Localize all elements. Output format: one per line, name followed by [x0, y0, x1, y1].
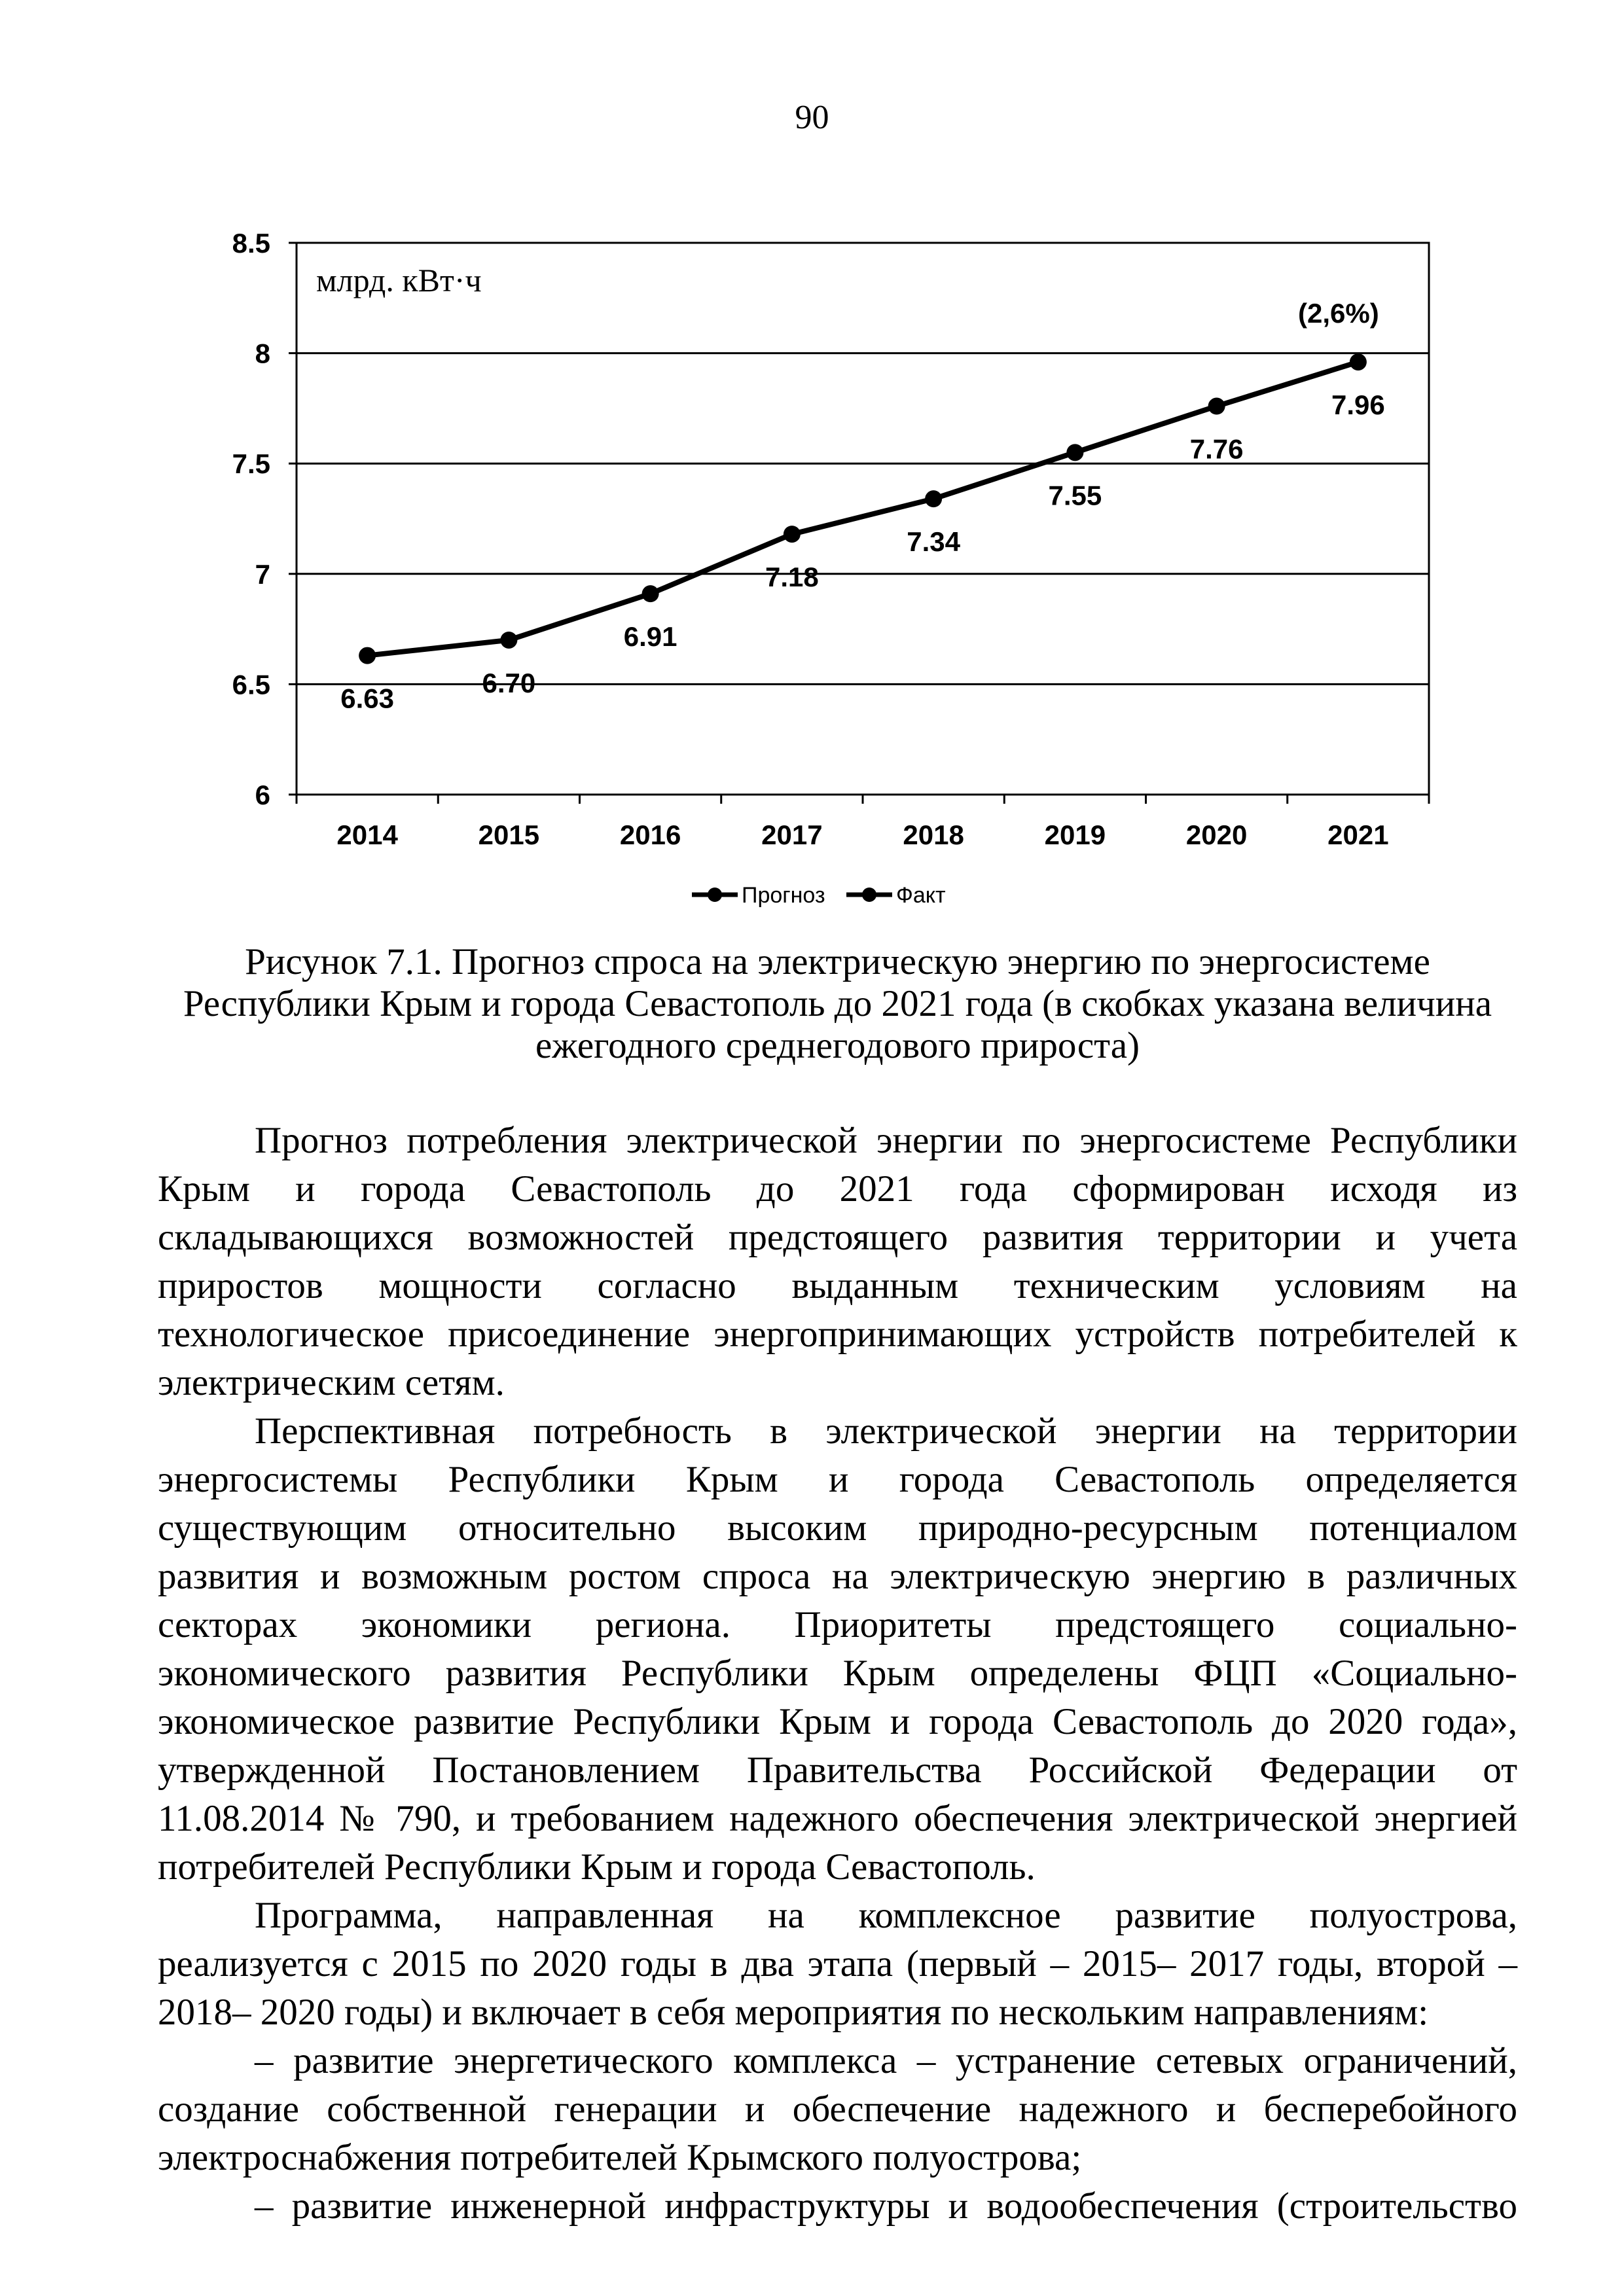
y-tick-label: 6 — [255, 780, 270, 810]
data-point — [1208, 398, 1225, 415]
text-line: складывающихся возможностей предстоящего развития территории и учета — [158, 1217, 1517, 1258]
text-line: 11.08.2014 № 790, и требованием надежного обеспечения электрической энергией — [158, 1798, 1517, 1839]
data-point — [925, 490, 942, 507]
data-label: 7.96 — [1331, 389, 1385, 421]
data-point — [642, 585, 659, 602]
data-point — [1066, 444, 1083, 461]
y-tick-label: 7.5 — [232, 448, 270, 480]
text-line: экономическое развитие Республики Крым и города Севастополь до 2020 года», — [158, 1701, 1517, 1742]
legend-label: Факт — [896, 883, 946, 908]
caption-line: ежегодного среднегодового прироста) — [535, 1025, 1140, 1066]
page-number: 90 — [795, 99, 829, 136]
unit-label: млрд. кВт·ч — [316, 262, 482, 298]
caption-line: Рисунок 7.1. Прогноз спроса на электрическую энергию по энергосистеме — [245, 941, 1430, 982]
text-line: электрическим сетям. — [158, 1362, 505, 1403]
x-tick-label: 2020 — [1185, 819, 1248, 850]
data-point — [359, 647, 376, 664]
x-tick-label: 2016 — [619, 819, 681, 850]
legend-marker — [708, 888, 722, 902]
x-tick-label: 2021 — [1327, 819, 1389, 850]
y-tick-label: 8 — [255, 338, 270, 369]
data-point — [1350, 353, 1367, 370]
text-line: существующим относительно высоким природно-ресурсным потенциалом — [158, 1507, 1517, 1549]
growth-annotation: (2,6%) — [1298, 298, 1379, 329]
paragraph — [158, 2037, 1517, 2182]
x-tick-label: 2017 — [761, 819, 823, 850]
legend-label: Прогноз — [742, 883, 825, 908]
paragraph — [158, 1117, 1517, 1407]
text-line: – развитие энергетического комплекса – устранение сетевых ограничений, — [255, 2040, 1517, 2081]
text-line: утвержденной Постановлением Правительства Российской Федерации от — [158, 1749, 1517, 1791]
x-tick-label: 2018 — [903, 819, 964, 850]
data-label: 7.76 — [1189, 433, 1244, 465]
legend-marker — [862, 888, 876, 902]
text-line: энергосистемы Республики Крым и города Севастополь определяется — [158, 1459, 1517, 1500]
text-line: Программа, направленная на комплексное развитие полуострова, — [255, 1895, 1517, 1936]
data-point — [500, 632, 517, 649]
y-tick-label: 7 — [255, 558, 270, 590]
body-text — [158, 1117, 1517, 2231]
paragraph — [158, 1892, 1517, 2037]
text-line: электроснабжения потребителей Крымского полуострова; — [158, 2137, 1082, 2178]
data-label: 6.63 — [340, 683, 394, 714]
data-label: 6.70 — [482, 667, 536, 698]
text-line: Крым и города Севастополь до 2021 года сформирован исходя из — [158, 1168, 1517, 1210]
text-line: развития и возможным ростом спроса на электрическую энергию в различных — [158, 1556, 1517, 1597]
paragraph — [158, 2182, 1517, 2231]
data-label: 7.55 — [1048, 480, 1102, 511]
text-line: реализуется с 2015 по 2020 годы в два этапа (первый – 2015– 2017 годы, второй – — [158, 1943, 1517, 1984]
data-point — [784, 526, 801, 543]
data-label: 6.91 — [623, 621, 677, 653]
text-line: Прогноз потребления электрической энергии по энергосистеме Республики — [255, 1120, 1517, 1161]
y-tick-label: 6.5 — [232, 669, 270, 700]
text-line: экономического развития Республики Крым определены ФЦП «Социально- — [158, 1653, 1517, 1694]
demand-forecast-chart — [0, 0, 1624, 929]
text-line: технологическое присоединение энергопринимающих устройств потребителей к — [158, 1314, 1517, 1355]
x-tick-label: 2019 — [1044, 819, 1106, 850]
caption-line: Республики Крым и города Севастополь до 2021 года (в скобках указана величина — [183, 983, 1492, 1024]
figure-caption — [158, 941, 1517, 1067]
text-line: приростов мощности согласно выданным техническим условиям на — [158, 1265, 1517, 1306]
text-line: Перспективная потребность в электрической энергии на территории — [255, 1410, 1517, 1452]
text-line: потребителей Республики Крым и города Севастополь. — [158, 1846, 1036, 1888]
text-line: создание собственной генерации и обеспечение надежного и бесперебойного — [158, 2089, 1517, 2130]
x-tick-label: 2014 — [336, 819, 398, 850]
data-label: 7.18 — [765, 562, 819, 593]
text-line: 2018– 2020 годы) и включает в себя мероприятия по нескольким направлениям: — [158, 1992, 1429, 2033]
text-line: – развитие инженерной инфраструктуры и водообеспечения (строительство — [255, 2185, 1517, 2227]
data-label: 7.34 — [907, 526, 960, 558]
paragraph — [158, 1407, 1517, 1892]
x-tick-label: 2015 — [478, 819, 540, 850]
y-tick-label: 8.5 — [232, 228, 270, 259]
text-line: секторах экономики региона. Приоритеты предстоящего социально- — [158, 1604, 1517, 1645]
